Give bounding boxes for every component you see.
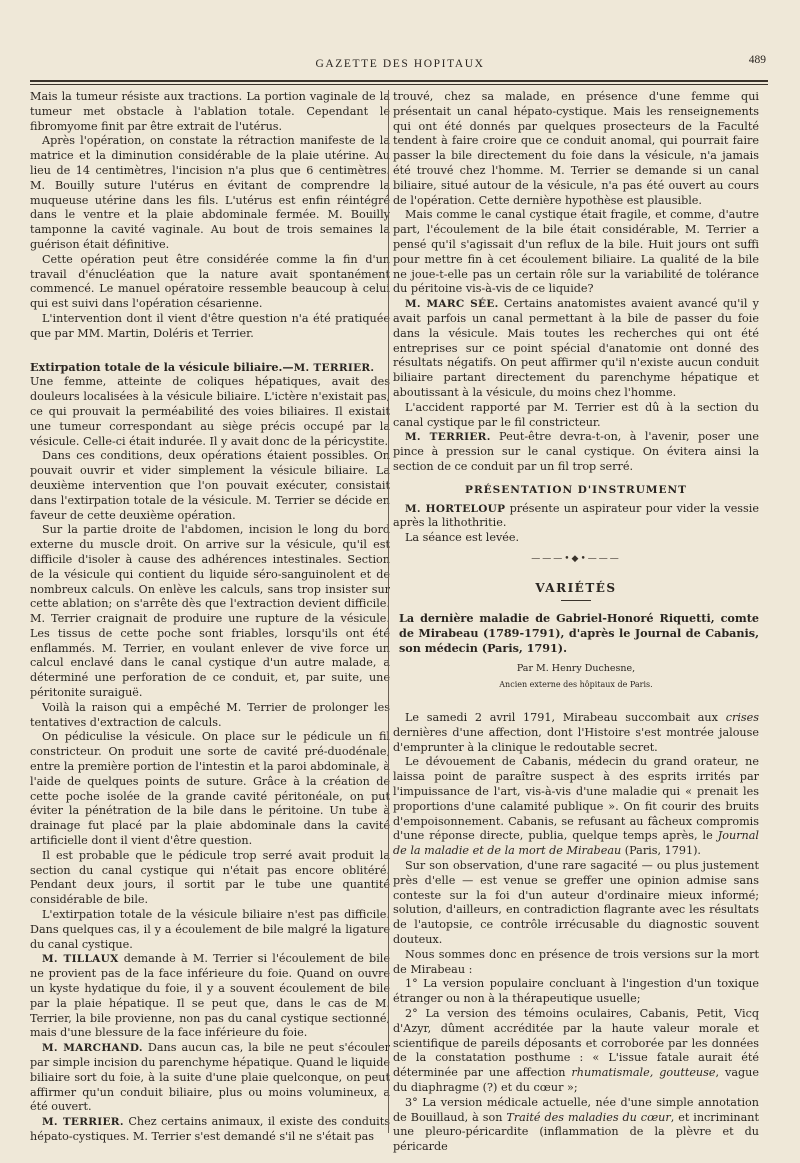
paragraph: On pédiculise la vésicule. On place sur le pédicule un fil constricteur. On produit une sorte de cavité pré-duodénale, entre la première portion de l'intestin et la paroi abdominale, à l'aide de quelques points de suture. Grâce à la création de cette poche isolée de la grande cavité péritonéale, on put éviter la pénétration de la bile dans le péritoine. Un tube à drainage fut placé par la plaie abdominale dans la cavité artificielle dont il vient d'être question.: [30, 730, 390, 848]
paragraph: Après l'opération, on constate la rétraction manifeste de la matrice et la diminution considérable de la plaie utérine. Au lieu de 14 centimètres, l'incision n'a plus que 6 centimètres. M. Bouilly suture l'utérus en évitant de comprendre la muqueuse utérine dans les fils. L'utérus est enfin réintégré dans le ventre et la plaie abdominale fermée. M. Bouilly tamponne la cavité vaginale. Au bout de trois semaines la guérison était définitive.: [30, 134, 390, 251]
ornament-divider: ———•◆•———: [531, 553, 621, 564]
paragraph: [30, 1115, 390, 1145]
paragraph: Sur son observation, d'une rare sagacité — ou plus justement près d'elle — est venue se greffer une opinion admise sans conteste sur la foi d'un auteur d'ordinaire mieux informé; solution, d'ailleurs, en contradiction flagrante avec les résultats de l'autopsie, ce contrôle irrécusable du diagnostic souvent douteux.: [393, 859, 759, 947]
paragraph-text: 3° La version médicale actuelle, née d'une simple annotation de Bouillaud, à son: [393, 1095, 759, 1124]
speaker-name: M. TERRIER.: [405, 431, 491, 444]
paragraph: L'accident rapporté par M. Terrier est dû à la section du canal cystique par le fil constricteur.: [393, 400, 759, 429]
italic-text: Traité des maladies du cœur: [506, 1110, 671, 1124]
paragraph: [393, 1007, 759, 1096]
page-header: [30, 48, 770, 78]
column-divider: [388, 90, 389, 1133]
speaker-name: M. MARC SÉE.: [405, 298, 499, 311]
paragraph-text: demande à M. Terrier si l'écoulement de bile ne provient pas de la face inférieure du foie. Quand on ouvre un kyste hydatique du foie, il y a souvent écoulement de bile par la plaie hépatique. Il se peut que, dans le cas de M. Terrier, la bile provienne, non pas du canal cystique sectionné, mais d'une blessure de la face inférieure du foie.: [30, 952, 390, 1040]
paragraph: Nous sommes donc en présence de trois versions sur la mort de Mirabeau :: [393, 947, 759, 976]
paragraph: [30, 952, 390, 1041]
paragraph: [393, 430, 759, 474]
article-title: La dernière maladie de Gabriel-Honoré Riquetti, comte de Mirabeau (1789-1791), d'après le Journal de Cabanis, son médecin (Paris, 1791).: [399, 610, 759, 655]
paragraph: Cette opération peut être considérée comme la fin d'un travail d'énucléation que la nature avait spontanément commencé. Le manuel opératoire ressemble beaucoup à celui qui est suivi dans l'opération césarienne.: [30, 252, 390, 311]
paragraph: [393, 711, 759, 755]
paragraph-text: Le samedi 2 avril 1791, Mirabeau succombait aux: [405, 711, 726, 725]
paragraph: Une femme, atteinte de coliques hépatiques, avait des douleurs localisées à la vésicule biliaire. L'ictère n'existait pas, ce qui prouvait la perméabilité des voies biliaires. Il existait une tumeur correspondant au siège précis occupé par la vésicule. Celle-ci était indurée. Il y avait donc de la péricystite.: [30, 375, 390, 448]
paragraph: Voilà la raison qui a empêché M. Terrier de prolonger les tentatives d'extraction de calculs.: [30, 700, 390, 729]
italic-text: Journal de la maladie et de la mort de Mirabeau: [393, 829, 759, 858]
paragraph: L'extirpation totale de la vésicule biliaire n'est pas difficile. Dans quelques cas, il y a écoulement de bile malgré la ligature du canal cystique.: [30, 908, 390, 951]
paragraph: [393, 297, 759, 401]
speaker-name: M. MARCHAND.: [42, 1042, 143, 1055]
paragraph: Mais comme le canal cystique était fragile, et comme, d'autre part, l'écoulement de la bile était considérable, M. Terrier a pensé qu'il s'agissait d'un reflux de la bile. Huit jours ont suffi pour mettre fin à cet écoulement biliaire. La qualité de la bile ne joue-t-elle pas un certain rôle sur la variabilité de tolérance du péritoine vis-à-vis de ce liquide?: [393, 208, 759, 296]
short-rule: [561, 600, 591, 601]
italic-text: crises: [725, 711, 759, 725]
paragraph-text: Dans aucun cas, la bile ne peut s'écouler par simple incision du parenchyme hépatique. Quand le liquide biliaire sort du foie, à la suite d'une plaie quelconque, on peut affirmer qu'un conduit biliaire, plus ou moins volumineux, a été ouvert.: [30, 1041, 390, 1114]
paragraph: L'intervention dont il vient d'être question n'a été pratiquée que par MM. Martin, Doléris et Terrier.: [30, 311, 390, 340]
paragraph-text: Certains anatomistes avaient avancé qu'il y avait parfois un canal permettant à la bile de passer du foie dans la vésicule. Mais toutes les recherches qui ont été entreprises sur ce point spécial d'anatomie ont donné des résultats négatifs. On peut affirmer qu'il n'existe aucun conduit biliaire partant directement du parenchyme hépatique et aboutissant à la vésicule, du moins chez l'homme.: [393, 297, 759, 399]
section-heading: PRÉSENTATION D'INSTRUMENT: [465, 483, 687, 496]
paragraph: [393, 755, 759, 859]
paragraph-text: présente un aspirateur pour vider la vessie après la lithothritie.: [393, 501, 759, 530]
paragraph: Il est probable que le pédicule trop serré avait produit la section du canal cystique qui n'était pas encore oblitéré. Pendant deux jours, il sortit par le tube une quantité considérable de bile.: [30, 848, 390, 907]
paragraph-text: Peut-être devra-t-on, à l'avenir, poser une pince à pression sur le canal cystique. On évitera ainsi la section de ce conduit par un fil trop serré.: [393, 430, 759, 473]
byline: Par M. Henry Duchesne,: [516, 662, 636, 674]
section-title-text: Extirpation totale de la vésicule biliaire.—: [30, 359, 294, 374]
italic-text: rhumatismale, goutteuse: [571, 1066, 716, 1080]
speaker-name: M. TERRIER.: [42, 1116, 124, 1129]
section-heading-varietes: VARIÉTÉS: [535, 580, 617, 595]
paragraph-text: , vague du diaphragme (?) et du cœur »;: [393, 1066, 759, 1095]
section-title: [30, 360, 390, 376]
paragraph-text: Chez certains animaux, il existe des conduits hépato-cystiques. M. Terrier s'est demandé s'il ne s'était pas: [30, 1115, 390, 1143]
author-affiliation: Ancien externe des hôpitaux de Paris.: [499, 680, 653, 690]
paragraph-text: Le dévouement de Cabanis, médecin du grand orateur, ne laissa point de paraître suspect à des esprits irrités par l'impuissance de l'art, vis-à-vis d'une maladie qui « prenait les proportions d'une calamité publique ». On fit courir des bruits d'empoisonnement. Cabanis, se refusant au fâcheux compromis d'une réponse directe, publia, quelque temps après, le: [393, 755, 759, 843]
paragraph: 1° La version populaire concluant à l'ingestion d'un toxique étranger ou non à la thérapeutique usuelle;: [393, 977, 759, 1006]
paragraph: trouvé, chez sa malade, en présence d'une femme qui présentait un canal hépato-cystique. Mais les renseignements qui ont été donnés par quelques prosecteurs de la Faculté tendent à faire croire que ce conduit anomal, qui pourrait faire passer la bile directement du foie dans la vésicule, n'a jamais été trouvé chez l'homme. M. Terrier se demande si un canal biliaire, situé autour de la vésicule, n'a pas été ouvert au cours de l'opération. Cette dernière hypothèse est plausible.: [393, 90, 759, 207]
header-rule: [30, 80, 768, 82]
paragraph: La séance est levée.: [405, 531, 520, 545]
paragraph-text: 2° La version des témoins oculaires, Cabanis, Petit, Vicq d'Azyr, dûment accréditée par la haute valeur morale et scientifique de pareils déposants et corroborée par les données de la constatation posthume : « L'issue fatale aurait été déterminée par une affection: [393, 1007, 759, 1080]
right-column: [393, 90, 759, 1154]
paragraph-text: (Paris, 1791).: [621, 844, 701, 858]
page-number: 489: [748, 54, 766, 66]
header-rule-thin: [30, 84, 768, 85]
speaker-name: M. HORTELOUP: [405, 502, 506, 515]
paragraph: Mais la tumeur résiste aux tractions. La portion vaginale de la tumeur met obstacle à l'ablation totale. Cependant le fibromyome finit par être extrait de l'utérus.: [30, 90, 390, 133]
paragraph: [393, 1096, 759, 1155]
speaker-name: M. TERRIER.: [293, 361, 375, 374]
journal-title: GAZETTE DES HOPITAUX: [315, 58, 485, 70]
left-column: [30, 90, 390, 1143]
paragraph: Sur la partie droite de l'abdomen, incision le long du bord externe du muscle droit. On arrive sur la vésicule, qu'il est difficile d'isoler à cause des adhérences intestinales. Section de la vésicule qui contient du liquide séro-sanguinolent et de nombreux calculs. On enlève les calculs, sans trop insister sur cette ablation; on s'arrête dès que l'extraction devient difficile. M. Terrier craignait de produire une rupture de la vésicule. Les tissus de cette poche sont friables, lorsqu'ils ont été enflammés. M. Terrier, en voulant enlever de vive force un calcul enclavé dans le canal cystique d'un autre malade, a déterminé une perforation de ce conduit, et, par suite, une péritonite suraiguë.: [30, 523, 390, 700]
paragraph: [393, 502, 759, 532]
paragraph-text: dernières d'une affection, dont l'Histoire s'est montrée jalouse d'emprunter à la clinique le redoutable secret.: [393, 725, 759, 754]
paragraph: Dans ces conditions, deux opérations étaient possibles. On pouvait ouvrir et vider simplement la vésicule biliaire. La deuxième intervention que l'on pouvait exécuter, consistait dans l'extirpation totale de la vésicule. M. Terrier se décide en faveur de cette deuxième opération.: [30, 449, 390, 522]
speaker-name: M. TILLAUX: [42, 953, 119, 966]
paragraph-text: , et incriminant une pleuro-péricardite (inflammation de la plèvre et du péricarde: [393, 1110, 759, 1154]
paragraph: [30, 1041, 390, 1115]
